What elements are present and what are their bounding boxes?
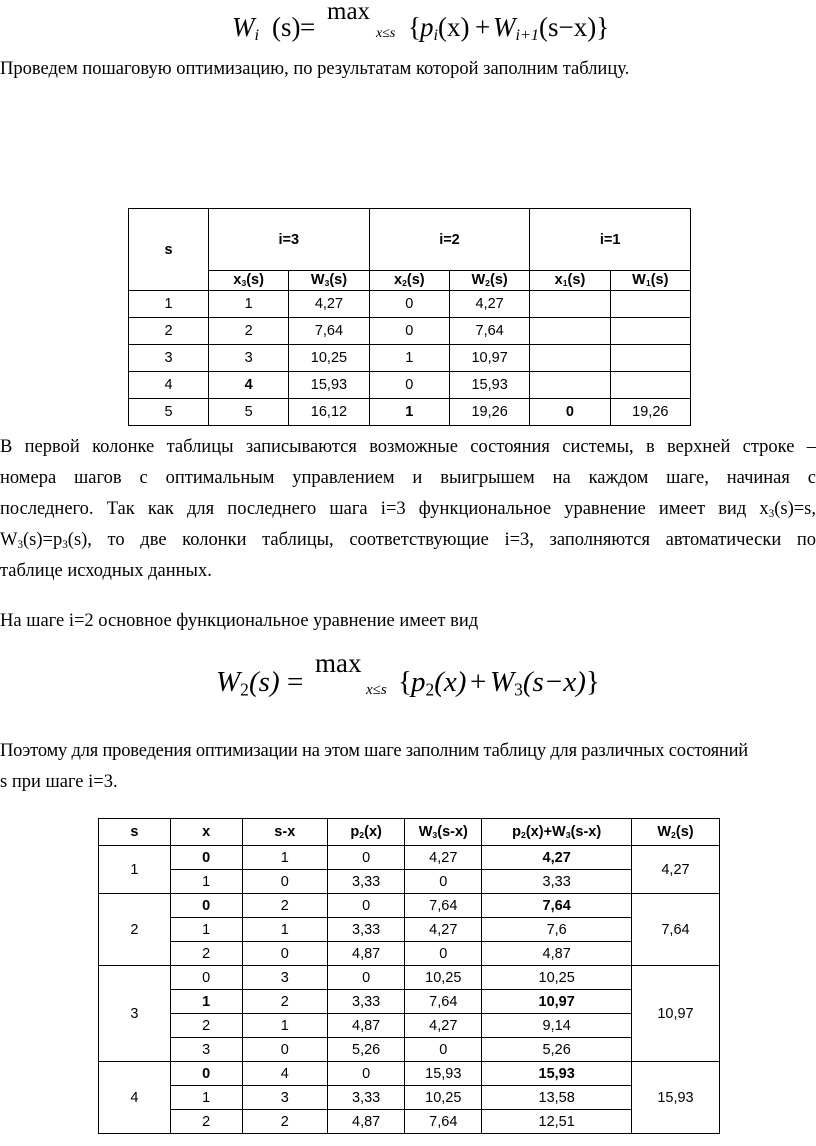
table-cell: 5 xyxy=(129,399,209,426)
w2-cell: 7,64 xyxy=(631,894,719,966)
formula-plus: + xyxy=(475,12,491,42)
w3-cell: 0 xyxy=(405,942,482,966)
table-cell xyxy=(530,372,610,399)
table-cell: 3 xyxy=(208,345,288,372)
para1-line3: последнего. Так как для последнего шага i=3 функциональное уравнение имеет вид $x_3(s)=s$, xyxy=(0,499,816,520)
header-col-2: s-x xyxy=(242,819,328,846)
s-minus-x-cell: 3 xyxy=(242,966,328,990)
s-minus-x-cell: 1 xyxy=(242,846,328,870)
table-cell: 2 xyxy=(208,318,288,345)
table-cell: 5 xyxy=(208,399,288,426)
formula-brace-open: { xyxy=(408,12,421,42)
x-cell: 0 xyxy=(170,966,242,990)
table-row xyxy=(99,870,720,894)
x-cell: 3 xyxy=(170,1038,242,1062)
table-cell: 0 xyxy=(369,291,449,318)
header-col-3: $p_2(x)$ xyxy=(328,819,405,846)
subheader-x3: $x_3(s)$ xyxy=(208,271,288,291)
p2-cell: 3,33 xyxy=(328,990,405,1014)
formula2-arg: (s) xyxy=(249,666,280,698)
p2-cell: 3,33 xyxy=(328,1086,405,1110)
table-cell: 4,27 xyxy=(449,291,529,318)
table-cell: 4 xyxy=(208,372,288,399)
formula2-max-condition: x≤s xyxy=(366,682,387,698)
sum-cell: 7,64 xyxy=(482,894,632,918)
table-cell: 0 xyxy=(369,372,449,399)
formula-bellman-general xyxy=(0,0,816,52)
sum-cell: 9,14 xyxy=(482,1014,632,1038)
formula-max-condition: x≤s xyxy=(376,26,396,41)
table-cell xyxy=(530,345,610,372)
table-cell: 3 xyxy=(129,345,209,372)
formula-w-term: $W_{i+1}(s-x)$} xyxy=(493,12,610,45)
formula2-w-term: $W_3(s-x)$} xyxy=(490,666,600,700)
table-row xyxy=(99,990,720,1014)
para3-line1: Поэтому для проведения оптимизации на этом шаге заполним таблицу для различных состояний xyxy=(0,741,749,761)
x-cell: 1 xyxy=(170,990,242,1014)
table-cell xyxy=(610,291,690,318)
header-step-2: i=2 xyxy=(369,209,530,271)
table-row xyxy=(129,318,691,345)
s-minus-x-cell: 3 xyxy=(242,1086,328,1110)
formula2-plus: + xyxy=(470,666,487,698)
intro-text: Проведем пошаговую оптимизацию, по результатам которой заполним таблицу. xyxy=(0,59,630,79)
p2-cell: 3,33 xyxy=(328,918,405,942)
state-s-cell: 2 xyxy=(99,894,171,966)
table-cell: 0 xyxy=(530,399,610,426)
table-cell xyxy=(530,318,610,345)
para1-line4: $W_3(s)=p_3(s)$, то две колонки таблицы, соответствующие i=3, заполняются автоматически по xyxy=(0,530,816,551)
x-cell: 2 xyxy=(170,1014,242,1038)
formula-lhs: $W_i$ xyxy=(232,12,259,45)
p2-cell: 0 xyxy=(328,966,405,990)
table-row xyxy=(99,1014,720,1038)
table-cell: 10,25 xyxy=(289,345,369,372)
para1-line5: таблице исходных данных. xyxy=(0,561,212,581)
w3-cell: 7,64 xyxy=(405,1110,482,1134)
table-cell: 1 xyxy=(369,345,449,372)
p2-cell: 3,33 xyxy=(328,870,405,894)
formula2-brace-open: { xyxy=(398,666,412,698)
table-cell: 19,26 xyxy=(449,399,529,426)
header-col-6: $W_2(s)$ xyxy=(631,819,719,846)
p2-cell: 0 xyxy=(328,1062,405,1086)
sum-cell: 4,87 xyxy=(482,942,632,966)
x-cell: 2 xyxy=(170,942,242,966)
sum-cell: 13,58 xyxy=(482,1086,632,1110)
w3-cell: 10,25 xyxy=(405,966,482,990)
table-row xyxy=(129,345,691,372)
x-cell: 1 xyxy=(170,870,242,894)
x-cell: 0 xyxy=(170,1062,242,1086)
w3-cell: 7,64 xyxy=(405,894,482,918)
table-row xyxy=(99,846,720,870)
table-row xyxy=(99,1086,720,1110)
table-cell xyxy=(610,345,690,372)
sum-cell: 10,97 xyxy=(482,990,632,1014)
w2-cell: 4,27 xyxy=(631,846,719,894)
x-cell: 1 xyxy=(170,1086,242,1110)
optimization-summary-table xyxy=(128,208,691,426)
table-cell xyxy=(610,318,690,345)
para2-text: На шаге i=2 основное функциональное уравнение имеет вид xyxy=(0,611,479,631)
w3-cell: 10,25 xyxy=(405,1086,482,1110)
state-s-cell: 1 xyxy=(99,846,171,894)
p2-cell: 4,87 xyxy=(328,1014,405,1038)
header-s: s xyxy=(129,209,209,291)
header-col-0: s xyxy=(99,819,171,846)
s-minus-x-cell: 0 xyxy=(242,1038,328,1062)
table-row xyxy=(129,372,691,399)
table-cell: 19,26 xyxy=(610,399,690,426)
table-row xyxy=(99,966,720,990)
s-minus-x-cell: 1 xyxy=(242,918,328,942)
header-step-1: i=1 xyxy=(530,209,691,271)
sum-cell: 7,6 xyxy=(482,918,632,942)
s-minus-x-cell: 2 xyxy=(242,1110,328,1134)
subheader-w2: $W_2(s)$ xyxy=(449,271,529,291)
table-cell: 4,27 xyxy=(289,291,369,318)
subheader-x2: $x_2(s)$ xyxy=(369,271,449,291)
w3-cell: 7,64 xyxy=(405,990,482,1014)
para1-line1: В первой колонке таблицы записываются возможные состояния системы, в верхней строке – xyxy=(0,437,816,457)
w3-cell: 0 xyxy=(405,1038,482,1062)
x-cell: 1 xyxy=(170,918,242,942)
w2-cell: 15,93 xyxy=(631,1062,719,1134)
formula2-lhs: $W_2$ xyxy=(216,666,249,700)
w3-cell: 0 xyxy=(405,870,482,894)
state-s-cell: 4 xyxy=(99,1062,171,1134)
table-row xyxy=(99,942,720,966)
s-minus-x-cell: 0 xyxy=(242,870,328,894)
step2-optimization-table xyxy=(98,818,720,1134)
s-minus-x-cell: 2 xyxy=(242,894,328,918)
x-cell: 0 xyxy=(170,846,242,870)
table-cell: 15,93 xyxy=(449,372,529,399)
table-row xyxy=(99,894,720,918)
formula-bellman-step2 xyxy=(0,648,816,712)
subheader-w3: $W_3(s)$ xyxy=(289,271,369,291)
table-cell: 7,64 xyxy=(449,318,529,345)
header-col-5: $p_2(x)+W_3(s-x)$ xyxy=(482,819,632,846)
formula2-max: max xyxy=(315,648,362,678)
w3-cell: 4,27 xyxy=(405,1014,482,1038)
table-row xyxy=(99,1038,720,1062)
s-minus-x-cell: 0 xyxy=(242,942,328,966)
p2-cell: 0 xyxy=(328,894,405,918)
formula-arg: (s) xyxy=(272,12,301,42)
table-row xyxy=(129,291,691,318)
sum-cell: 3,33 xyxy=(482,870,632,894)
table-cell: 1 xyxy=(129,291,209,318)
table-cell: 2 xyxy=(129,318,209,345)
para3-line2: s при шаге i=3. xyxy=(0,772,118,792)
table-cell xyxy=(530,291,610,318)
s-minus-x-cell: 4 xyxy=(242,1062,328,1086)
table-cell: 16,12 xyxy=(289,399,369,426)
subheader-x1: $x_1(s)$ xyxy=(530,271,610,291)
x-cell: 0 xyxy=(170,894,242,918)
table-row xyxy=(99,1062,720,1086)
sum-cell: 10,25 xyxy=(482,966,632,990)
header-col-1: x xyxy=(170,819,242,846)
w2-cell: 10,97 xyxy=(631,966,719,1062)
s-minus-x-cell: 1 xyxy=(242,1014,328,1038)
p2-cell: 0 xyxy=(328,846,405,870)
sum-cell: 15,93 xyxy=(482,1062,632,1086)
formula-max: max xyxy=(327,0,371,25)
sum-cell: 4,27 xyxy=(482,846,632,870)
state-s-cell: 3 xyxy=(99,966,171,1062)
table-cell: 7,64 xyxy=(289,318,369,345)
table-row xyxy=(99,1110,720,1134)
w3-cell: 4,27 xyxy=(405,846,482,870)
p2-cell: 5,26 xyxy=(328,1038,405,1062)
sum-cell: 5,26 xyxy=(482,1038,632,1062)
table-cell: 1 xyxy=(369,399,449,426)
table-cell: 10,97 xyxy=(449,345,529,372)
sum-cell: 12,51 xyxy=(482,1110,632,1134)
formula-equals: = xyxy=(300,12,316,42)
table-cell: 15,93 xyxy=(289,372,369,399)
s-minus-x-cell: 2 xyxy=(242,990,328,1014)
header-col-4: $W_3(s-x)$ xyxy=(405,819,482,846)
subheader-w1: $W_1(s)$ xyxy=(610,271,690,291)
p2-cell: 4,87 xyxy=(328,942,405,966)
table-cell: 4 xyxy=(129,372,209,399)
p2-cell: 4,87 xyxy=(328,1110,405,1134)
table-cell: 0 xyxy=(369,318,449,345)
w3-cell: 15,93 xyxy=(405,1062,482,1086)
table-row xyxy=(99,918,720,942)
para1-line2: номера шагов с оптимальным управлением и выигрышем на каждом шаге, начиная с xyxy=(0,468,816,488)
formula2-equals: = xyxy=(287,666,304,698)
w3-cell: 4,27 xyxy=(405,918,482,942)
formula2-p-term: $p_2(x)$ xyxy=(411,666,467,700)
formula-p-term: $p_i(x)$ xyxy=(420,12,470,45)
table-cell xyxy=(610,372,690,399)
table-row xyxy=(129,399,691,426)
x-cell: 2 xyxy=(170,1110,242,1134)
table-cell: 1 xyxy=(208,291,288,318)
header-step-3: i=3 xyxy=(208,209,369,271)
